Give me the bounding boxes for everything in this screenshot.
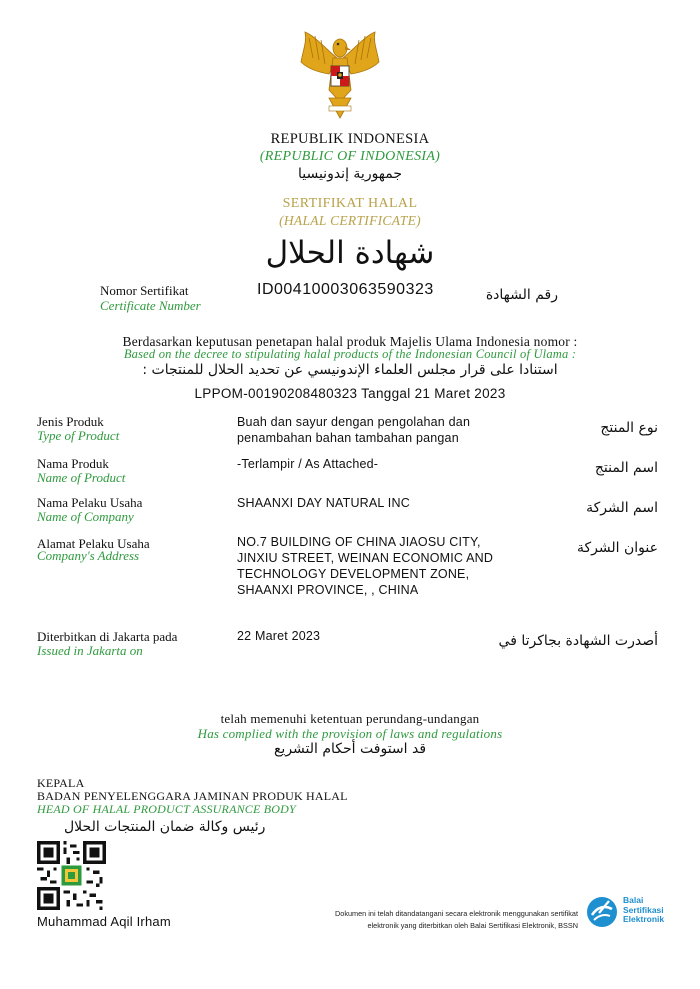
company-address-line: JINXIU STREET, WEINAN ECONOMIC AND	[237, 551, 494, 565]
signatory-title-ar: رئيس وكالة ضمان المنتجات الحلال	[64, 819, 266, 835]
bsre-logo-text-line: Balai	[623, 895, 644, 905]
product-type-value-line: Buah dan sayur dengan pengolahan dan	[237, 415, 471, 429]
e-signature-note-line: elektronik yang diterbitkan oleh Balai Sertifikasi Elektronik, BSSN	[367, 921, 578, 930]
company-name-label: Nama Pelaku Usaha	[37, 495, 143, 510]
decree-number: LPPOM-00190208480323 Tanggal 21 Maret 2023	[194, 386, 506, 401]
country-name: REPUBLIK INDONESIA	[270, 131, 430, 147]
product-type-label: Jenis Produk	[37, 414, 104, 429]
issued-date: 22 Maret 2023	[237, 629, 321, 643]
issued-label: Diterbitkan di Jakarta pada	[37, 629, 178, 644]
bsre-logo-text	[623, 896, 664, 925]
certificate-number-label-en: Certificate Number	[100, 298, 201, 313]
certificate-title-ar: شهادة الحلال	[265, 235, 435, 271]
company-address-label: Alamat Pelaku Usaha	[37, 536, 150, 551]
signatory-title: KEPALA	[37, 776, 85, 790]
country-name-en: (REPUBLIC OF INDONESIA)	[259, 149, 441, 164]
company-address-line: TECHNOLOGY DEVELOPMENT ZONE,	[237, 567, 470, 581]
company-address-label-ar: عنوان الشركة	[577, 540, 658, 556]
signatory-title-en: HEAD OF HALAL PRODUCT ASSURANCE BODY	[37, 802, 296, 816]
compliance-text: telah memenuhi ketentuan perundang-undangan	[220, 711, 480, 726]
certificate-number-label: Nomor Sertifikat	[100, 283, 189, 298]
issued-label-en: Issued in Jakarta on	[37, 643, 143, 658]
product-name-label-ar: اسم المنتج	[594, 460, 658, 476]
certificate-title-en: (HALAL CERTIFICATE)	[279, 213, 421, 228]
e-signature-note-line: Dokumen ini telah ditandatangani secara elektronik menggunakan sertifikat	[335, 909, 578, 918]
product-name-value: -Terlampir / As Attached-	[237, 457, 379, 471]
product-name-label: Nama Produk	[37, 456, 109, 471]
decree-text-en: Based on the decree to stipulating halal products of the Indonesian Council of Ulama :	[123, 347, 577, 361]
compliance-text-en: Has complied with the provision of laws and regulations	[197, 726, 503, 741]
e-signature-note	[320, 908, 578, 932]
bsre-logo-icon	[585, 895, 619, 929]
bsre-logo-text-line: Sertifikasi	[623, 904, 664, 915]
company-address-label-en: Company's Address	[37, 548, 140, 563]
company-name-value: SHAANXI DAY NATURAL INC	[237, 496, 410, 510]
company-address-line: NO.7 BUILDING OF CHINA JIAOSU CITY,	[237, 535, 481, 549]
company-name-label-ar: اسم الشركة	[586, 500, 658, 516]
company-address-line: SHAANXI PROVINCE, , CHINA	[237, 583, 419, 597]
product-type-value-line: penambahan bahan tambahan pangan	[237, 431, 459, 445]
qr-code	[37, 841, 106, 910]
product-type-label-ar: نوع المنتج	[600, 420, 658, 436]
decree-text-ar: استنادا على قرار مجلس العلماء الإندونيسي عن تحديد الحلال للمنتجات :	[142, 362, 558, 378]
compliance-text-ar: قد استوفت أحكام التشريع	[273, 741, 427, 757]
country-name-ar: جمهورية إندونيسيا	[297, 166, 403, 182]
bsre-logo-text-line: Elektronik	[623, 914, 665, 924]
decree-text: Berdasarkan keputusan penetapan halal produk Majelis Ulama Indonesia nomor :	[122, 334, 578, 349]
issued-label-ar: أصدرت الشهادة بجاكرتا في	[498, 633, 658, 649]
garuda-emblem	[295, 28, 385, 120]
signatory-name: Muhammad Aqil Irham	[37, 914, 171, 929]
certificate-number-label-ar: رقم الشهادة	[485, 287, 558, 303]
certificate-number: ID00410003063590323	[257, 281, 434, 298]
company-name-label-en: Name of Company	[37, 509, 134, 524]
signatory-title: BADAN PENYELENGGARA JAMINAN PRODUK HALAL	[37, 789, 348, 803]
product-type-label-en: Type of Product	[37, 428, 120, 443]
product-name-label-en: Name of Product	[37, 470, 126, 485]
certificate-title: SERTIFIKAT HALAL	[282, 196, 418, 211]
